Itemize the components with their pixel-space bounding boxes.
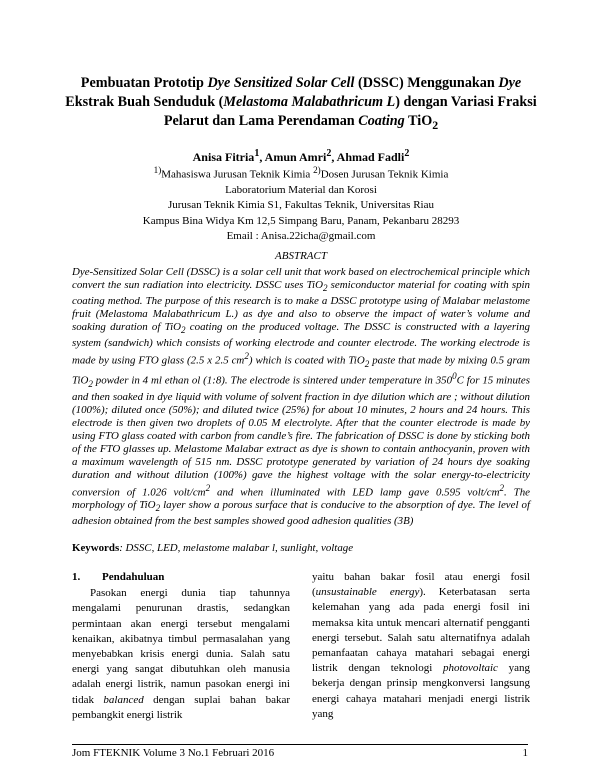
keywords-text: : DSSC, LED, melastome malabar l, sunlight, voltage	[119, 542, 354, 554]
abstract-heading: ABSTRACT	[275, 250, 327, 262]
journal-citation: Jom FTEKNIK Volume 3 No.1 Februari 2016	[72, 747, 275, 759]
intro-paragraph-left: Pasokan energi dunia tiap tahunnya mengalami penurunan drastis, sedangkan permintaan akan energi tersebut mengalami kenaikan, akibatnya timbul permasalahan yang menyebabkan krisis energi dunia. Salah satu energi yang sangat dibutuhkan oleh manusia adalah energi listrik, namun pasokan energi ini tidak balanced dengan suplai bahan bakar pembangkit energi listrik	[72, 587, 291, 721]
affiliation-line-4: Kampus Bina Widya Km 12,5 Simpang Baru, Panam, Pekanbaru 28293	[142, 214, 460, 227]
title-line-1: Pembuatan Prototip Dye Sensitized Solar Cell (DSSC) Menggunakan Dye	[80, 75, 522, 91]
affiliation-block	[60, 163, 542, 244]
footer-rule	[72, 744, 528, 745]
title-line-3: Pelarut dan Lama Perendaman Coating TiO$_2$	[163, 113, 439, 132]
section-title: Pendahuluan	[102, 571, 165, 583]
column-right	[312, 570, 530, 722]
affiliation-line-2: Laboratorium Material dan Korosi	[225, 183, 377, 196]
paper-title	[60, 74, 542, 135]
keywords-label: Keywords	[72, 542, 120, 554]
page-number: 1	[522, 747, 528, 759]
affiliation-line-1: $^{1)}$Mahasiswa Jurusan Teknik Kimia $^{2)}$Dosen Jurusan Teknik Kimia	[153, 165, 449, 181]
affiliation-line-3: Jurusan Teknik Kimia S1, Fakultas Teknik, Universitas Riau	[167, 199, 434, 212]
author-list: Anisa Fitria$^1$, Amun Amri$^2$, Ahmad Fadli$^2$	[192, 148, 410, 164]
intro-paragraph-right: yaitu bahan bakar fosil atau energi fosil (unsustainable energy). Keterbatasan serta kelemahan yang ada pada energi fosil ini memaksa kita untuk mencari alternatif pengganti energi tersebut. Salah satu alternatifnya adalah pemanfaatan cahaya matahari sebagai energi listrik dengan teknologi photovoltaic yang bekerja dengan prinsip mengkonversi langsung energi cahaya matahari menjadi energi listrik yang	[312, 571, 530, 720]
section-number: 1.	[72, 571, 81, 583]
title-line-2: Ekstrak Buah Senduduk (Melastoma Malabathricum L) dengan Variasi Fraksi	[65, 94, 537, 110]
affiliation-email: Email : Anisa.22icha@gmail.com	[226, 229, 376, 242]
abstract-body: Dye-Sensitized Solar Cell (DSSC) is a solar cell unit that work based on electrochemical principle which convert the sun radiation into electricity. DSSC uses TiO$_2$ semiconductor material for coating with spin coating method. The purpose of this research is to make a DSSC prototype using of Malabar melastome fruit (Melastoma Malabathricum L.) as dye and also to observe the impact of water’s volume and soaking duration of TiO$_2$ coating on the produced voltage. The DSSC is constructed with a layering system (sandwich) which consists of working electrode and counter electrode. The working electrode is made by using FTO glass (2.5 x 2.5 $cm^2$) which is coated with TiO$_2$ paste that made by mixing 0.5 gram TiO$_2$ powder in 4 ml ethan ol (1:8). The electrode is sintered under temperature in $350^0C$ for 15 minutes and then soaked in dye liquid with volume of solvent fraction in dye dilution which are ; without dilution (100%); diluted once (50%); and diluted twice (25%) for about 10 minutes, 2 hours and 24 hours. This electrode is then given two droplets of 0.05 M electrolyte. After that the counter electrode is made by using FTO glass coated with carbon from candle’s fire. The fabrication of DSSC is done by sticking both of the FTO glasses up. Melastome Malabar extract as dye is shown to contain anthocyanin, proven with a maximum wavelength of 515 nm. DSSC prototype generated by variation of 24 hours dye soaking duration and without dilution (100%) gave the highest voltage with the solar energy-to-electricity conversion of 1.026 volt/$cm^2$ and when illuminated with LED lamp gave 0.595 volt/$cm^2$. The morphology of TiO$_2$ layer show a porous surface that is conducive to the absorption of dye. The level of adhesion obtained from the best samples showed good adhesion qualities (3B)	[72, 266, 531, 528]
keywords-line	[72, 542, 530, 554]
column-left	[72, 570, 290, 723]
page-footer	[72, 747, 528, 759]
section-heading	[72, 570, 290, 585]
